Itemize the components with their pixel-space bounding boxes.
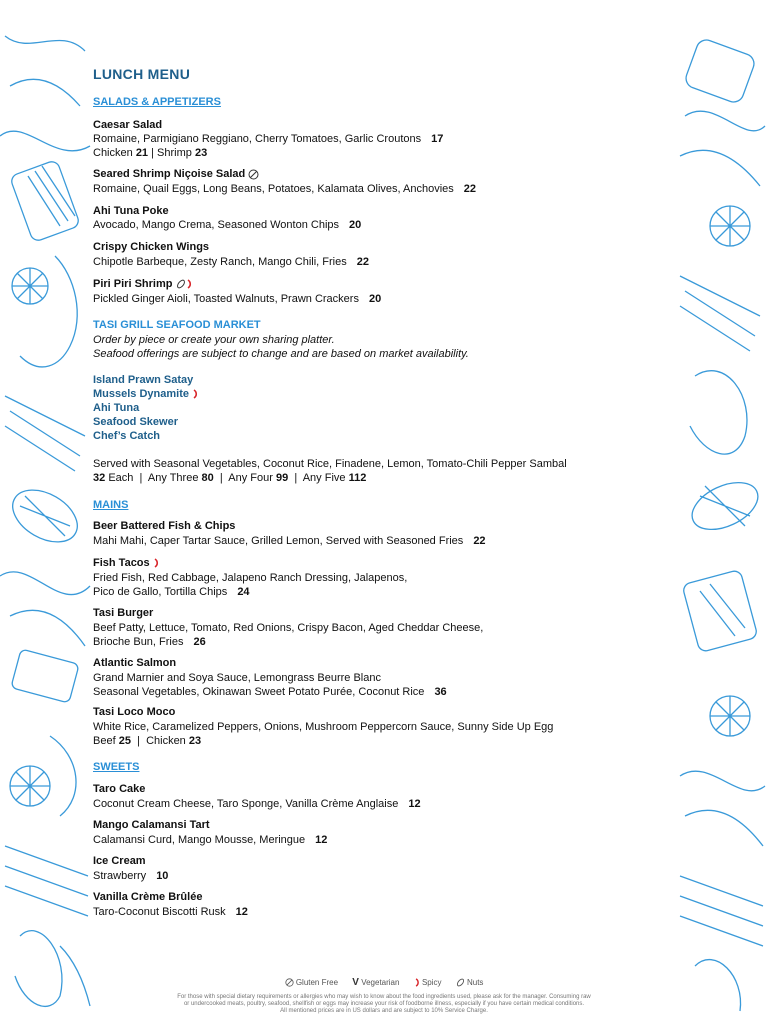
item-fish-chips-desc: Mahi Mahi, Caper Tartar Sauce, Grilled Lemon, Served with Seasoned Fries 22 (93, 535, 486, 547)
disclaimer-line-2: or undercooked meats, poultry, seafood, shellfish or eggs may increase your risk of foodborne illness, especially if you have certain medical conditions. (183, 1001, 585, 1007)
item-ahi-tuna-poke-desc: Avocado, Mango Crema, Seasoned Wonton Chips 20 (93, 219, 362, 231)
item-piri-piri-shrimp-name: Piri Piri Shrimp (93, 278, 675, 290)
nuts-icon (456, 978, 465, 987)
item-atlantic-salmon-desc: Grand Marnier and Soya Sauce, Lemongrass Beurre Blanc (93, 672, 381, 684)
market-pricing: 32 Each | Any Three 80 | Any Four 99 | Any Five 112 (93, 472, 367, 484)
item-fish-tacos-desc-2: Pico de Gallo, Tortilla Chips 24 (93, 586, 250, 598)
item-atlantic-salmon-desc-2: Seasonal Vegetables, Okinawan Sweet Potato Purée, Coconut Rice 36 (93, 686, 447, 698)
item-caesar-salad-extras: Chicken 21 | Shrimp 23 (93, 147, 208, 159)
item-caesar-salad-name: Caesar Salad (93, 119, 163, 131)
menu-title: LUNCH MENU (93, 66, 191, 82)
dietary-legend (93, 977, 675, 988)
item-loco-moco-extras: Beef 25 | Chicken 23 (93, 735, 202, 747)
item-piri-piri-shrimp-desc: Pickled Ginger Aioli, Toasted Walnuts, Prawn Crackers 20 (93, 293, 382, 305)
market-item-ahi-tuna: Ahi Tuna (93, 402, 140, 414)
item-taro-cake-desc: Coconut Cream Cheese, Taro Sponge, Vanilla Crème Anglaise 12 (93, 798, 421, 810)
item-tasi-burger-desc: Beef Patty, Lettuce, Tomato, Red Onions, Crispy Bacon, Aged Cheddar Cheese, (93, 622, 484, 634)
item-fish-chips-name: Beer Battered Fish & Chips (93, 520, 236, 532)
item-taro-cake-name: Taro Cake (93, 783, 146, 795)
item-chicken-wings-name: Crispy Chicken Wings (93, 241, 210, 253)
item-fish-tacos-name: Fish Tacos (93, 557, 675, 569)
item-creme-brulee-desc: Taro-Coconut Biscotti Rusk 12 (93, 906, 248, 918)
gluten-free-icon (285, 978, 294, 987)
item-ahi-tuna-poke-name: Ahi Tuna Poke (93, 205, 169, 217)
disclaimer-line-3: All mentioned prices are in US dollars and are subject to 10% Service Charge. (280, 1008, 488, 1014)
item-fish-tacos-desc: Fried Fish, Red Cabbage, Jalapeno Ranch Dressing, Jalapenos, (93, 572, 408, 584)
item-caesar-salad-desc: Romaine, Parmigiano Reggiano, Cherry Tomatoes, Garlic Croutons 17 (93, 133, 444, 145)
section-sweets: SWEETS (93, 761, 140, 773)
market-served-with: Served with Seasonal Vegetables, Coconut Rice, Finadene, Lemon, Tomato-Chili Pepper Sambal (93, 458, 567, 470)
legend-spicy: Spicy (421, 978, 442, 987)
item-loco-moco-desc: White Rice, Caramelized Peppers, Onions, Mushroom Peppercorn Sauce, Sunny Side Up Egg (93, 721, 554, 733)
item-ice-cream-desc: Strawberry 10 (93, 870, 169, 882)
market-item-seafood-skewer: Seafood Skewer (93, 416, 178, 428)
section-seafood-market: TASI GRILL SEAFOOD MARKET (93, 319, 261, 331)
section-salads-appetizers: SALADS & APPETIZERS (93, 96, 221, 108)
spicy-icon (186, 279, 192, 289)
legend-vegetarian: Vegetarian (361, 978, 400, 987)
disclaimer-line-1: For those with special dietary requirements or allergies who may wish to know about the food ingredients used, please ask for the manager. Consuming raw (177, 994, 591, 1000)
market-note-2: Seafood offerings are subject to change and are based on market availability. (93, 348, 469, 360)
item-tasi-burger-desc-2: Brioche Bun, Fries 26 (93, 636, 206, 648)
left-decorative-pattern (0, 16, 93, 1024)
item-loco-moco-name: Tasi Loco Moco (93, 706, 176, 718)
market-note-1: Order by piece or create your own sharing platter. (93, 334, 335, 346)
right-decorative-pattern (675, 16, 768, 1024)
item-ice-cream-name: Ice Cream (93, 855, 146, 867)
item-chicken-wings-desc: Chipotle Barbeque, Zesty Ranch, Mango Chili, Fries 22 (93, 256, 369, 268)
market-item-mussels-dynamite: Mussels Dynamite (93, 388, 675, 400)
item-nicoise-salad-desc: Romaine, Quail Eggs, Long Beans, Potatoes, Kalamata Olives, Anchovies 22 (93, 183, 477, 195)
spicy-icon (153, 558, 159, 568)
item-nicoise-salad-name: Seared Shrimp Niçoise Salad (93, 168, 675, 180)
legend-nuts: Nuts (466, 978, 484, 987)
item-calamansi-tart-name: Mango Calamansi Tart (93, 819, 210, 831)
market-item-chefs-catch: Chef’s Catch (93, 430, 161, 442)
dietary-disclaimer (123, 994, 645, 1015)
item-creme-brulee-name: Vanilla Crème Brûlée (93, 891, 203, 903)
legend-gluten-free: Gluten Free (295, 978, 339, 987)
gluten-free-icon (248, 169, 259, 180)
spicy-icon (414, 978, 420, 987)
nuts-icon (176, 279, 186, 289)
section-mains: MAINS (93, 499, 129, 511)
item-tasi-burger-name: Tasi Burger (93, 607, 154, 619)
vegetarian-icon: V (352, 977, 359, 988)
menu-page (93, 16, 675, 1024)
spicy-icon (192, 389, 198, 399)
market-item-prawn-satay: Island Prawn Satay (93, 374, 194, 386)
item-atlantic-salmon-name: Atlantic Salmon (93, 657, 177, 669)
item-calamansi-tart-desc: Calamansi Curd, Mango Mousse, Meringue 12 (93, 834, 328, 846)
